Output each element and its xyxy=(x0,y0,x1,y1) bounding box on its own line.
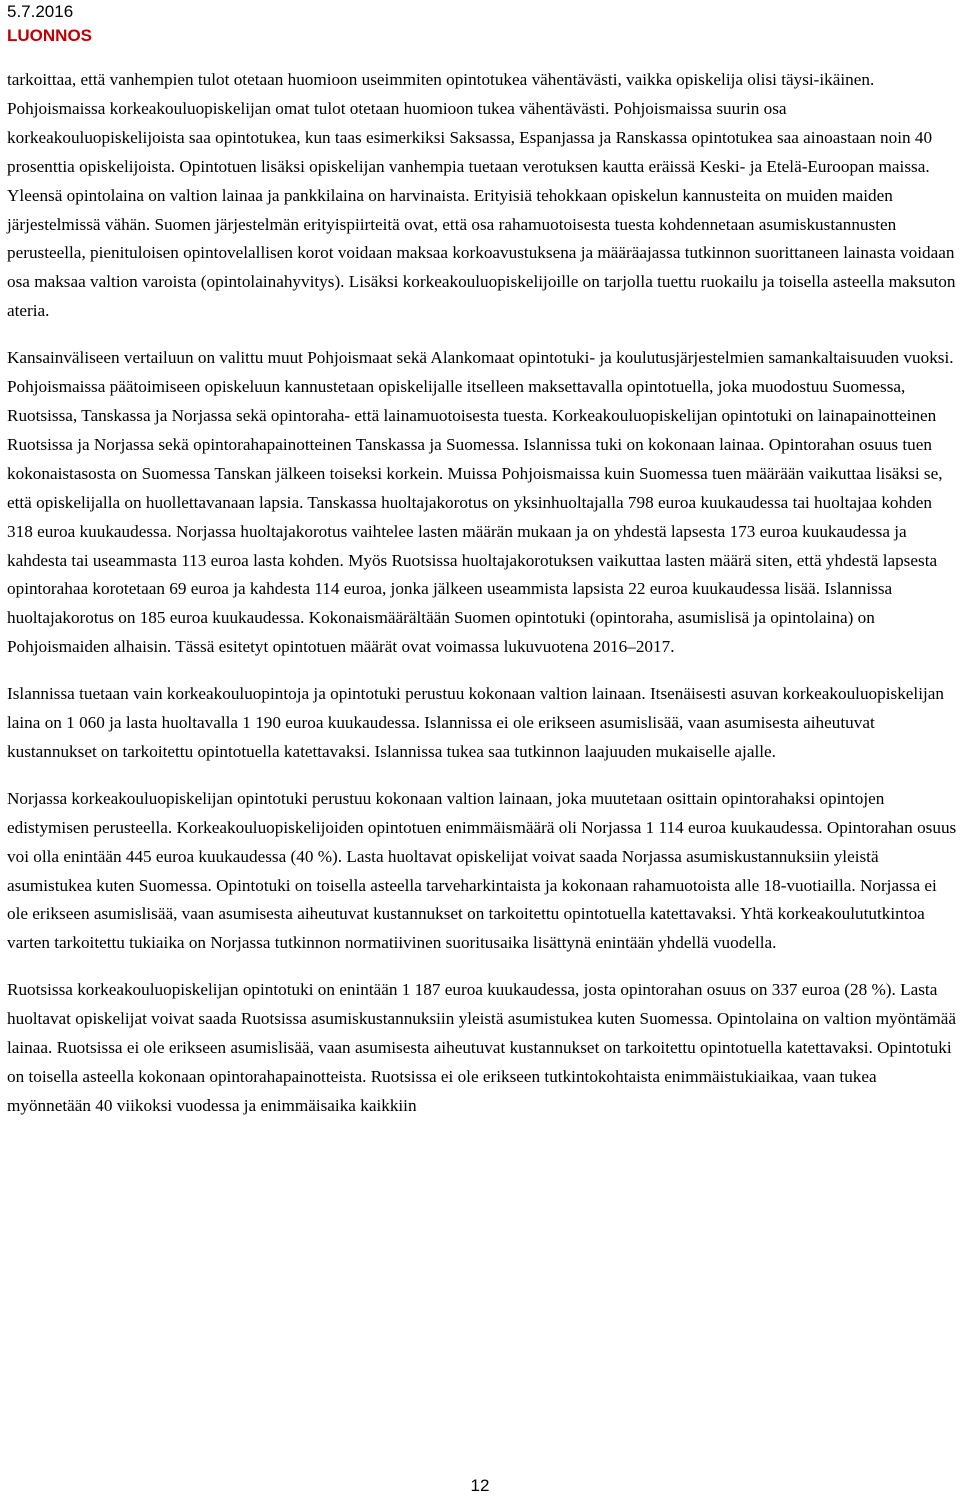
page-header xyxy=(7,0,92,48)
header-date: 5.7.2016 xyxy=(7,2,74,21)
draft-label: LUONNOS xyxy=(7,26,92,45)
paragraph-1: tarkoittaa, että vanhempien tulot otetaan huomioon useimmiten opintotukea vähentävästi, vaikka opiskelija olisi täysi-ikäinen. Pohjoismaissa korkeakouluopiskelijan omat tulot otetaan huomioon tukea vähentävästi. Pohjoismaissa suurin osa korkeakouluopiskelijoista saa opintotukea, kun taas esimerkiksi Saksassa, Espanjassa ja Ranskassa opintotukea saa ainoastaan noin 40 prosenttia opiskelijoista. Opintotuen lisäksi opiskelijan vanhempia tuetaan verotuksen kautta eräissä Keski- ja Etelä-Euroopan maissa. Yleensä opintolaina on valtion lainaa ja pankkilaina on harvinaista. Erityisiä tehokkaan opiskelun kannusteita on muiden maiden järjestelmissä vähän. Suomen järjestelmän erityispiirteitä ovat, että osa rahamuotoisesta tuesta kohdennetaan asumiskustannusten perusteella, pienituloisen opintovelallisen korot voidaan maksaa korkoavustuksena ja määräajassa tutkinnon suorittaneen lainasta voidaan osa maksaa valtion varoista (opintolainahyvitys). Lisäksi korkeakouluopiskelijoille on tarjolla tuettu ruokailu ja toisella asteella maksuton ateria. xyxy=(7,70,956,321)
paragraph-3: Islannissa tuetaan vain korkeakouluopintoja ja opintotuki perustuu kokonaan valtion lainaan. Itsenäisesti asuvan korkeakouluopiskelijan laina on 1 060 ja lasta huoltavalla 1 190 euroa kuukaudessa. Islannissa ei ole erikseen asumislisää, vaan asumisesta aiheutuvat kustannukset on tarkoitettu opintotuella katettavaksi. Islannissa tukea saa tutkinnon laajuuden mukaiselle ajalle. xyxy=(7,684,944,761)
page-number: 12 xyxy=(470,1476,490,1495)
paragraph-2: Kansainväliseen vertailuun on valittu muut Pohjoismaat sekä Alankomaat opintotuki- ja koulutusjärjestelmien samankaltaisuuden vuoksi. Pohjoismaissa päätoimiseen opiskeluun kannustetaan opiskelijalle itselleen maksettavalla opintotuella, joka muodostuu Suomessa, Ruotsissa, Tanskassa ja Norjassa sekä opintoraha- että lainamuotoisesta tuesta. Korkeakouluopiskelijan opintotuki on lainapainotteinen Ruotsissa ja Norjassa sekä opintorahapainotteinen Tanskassa ja Suomessa. Islannissa tuki on kokonaan lainaa. Opintorahan osuus tuen kokonaistasosta on Suomessa Tanskan jälkeen toiseksi korkein. Muissa Pohjoismaissa kuin Suomessa tuen määrään vaikuttaa lisäksi se, että opiskelijalla on huollettavanaan lapsia. Tanskassa huoltajakorotus on yksinhuoltajalla 798 euroa kuukaudessa tai huoltajaa kohden 318 euroa kuukaudessa. Norjassa huoltajakorotus vaihtelee lasten määrän mukaan ja on yhdestä lapsesta 173 euroa kuukaudessa ja kahdesta tai useammasta 113 euroa lasta kohden. Myös Ruotsissa huoltajakorotuksen vaikuttaa lasten määrä siten, että yhdestä lapsesta opintorahaa korotetaan 69 euroa ja kahdesta 114 euroa, jonka jälkeen useammista lapsista 22 euroa kuukaudessa lisää. Islannissa huoltajakorotus on 185 euroa kuukaudessa. Kokonaismäärältään Suomen opintotuki (opintoraha, asumislisä ja opintolaina) on Pohjoismaiden alhaisin. Tässä esitetyt opintotuen määrät ovat voimassa lukuvuotena 2016–2017. xyxy=(7,348,954,657)
paragraph-4: Norjassa korkeakouluopiskelijan opintotuki perustuu kokonaan valtion lainaan, joka muutetaan osittain opintorahaksi opintojen edistymisen perusteella. Korkeakouluopiskelijoiden opintotuen enimmäismäärä oli Norjassa 1 114 euroa kuukaudessa. Opintorahan osuus voi olla enintään 445 euroa kuukaudessa (40 %). Lasta huoltavat opiskelijat voivat saada Norjassa asumiskustannuksiin yleistä asumistukea kuten Suomessa. Opintotuki on toisella asteella tarveharkintaista ja kokonaan rahamuotoista alle 18-vuotiailla. Norjassa ei ole erikseen asumislisää, vaan asumisesta aiheutuvat kustannukset on tarkoitettu opintotuella katettavaksi. Yhtä korkeakoulututkintoa varten tarkoitettu tukiaika on Norjassa tutkinnon normatiivinen suoritusaika lisättynä enintään yhdellä vuodella. xyxy=(7,788,957,953)
page-footer xyxy=(0,1476,960,1496)
paragraph-5: Ruotsissa korkeakouluopiskelijan opintotuki on enintään 1 187 euroa kuukaudessa, josta opintorahan osuus on 337 euroa (28 %). Lasta huoltavat opiskelijat voivat saada Ruotsissa asumiskustannuksiin yleistä asumistukea kuten Suomessa. Opintolaina on valtion myöntämää lainaa. Ruotsissa ei ole erikseen asumislisää, vaan asumisesta aiheutuvat kustannukset on tarkoitettu opintotuella katettavaksi. Opintotuki on toisella asteella kokonaan opintorahapainotteista. Ruotsissa ei ole erikseen tutkintokohtaista enimmäistukiaikaa, vaan tukea myönnetään 40 viikoksi vuodessa ja enimmäisaika kaikkiin xyxy=(7,980,956,1115)
document-body xyxy=(7,66,959,1139)
